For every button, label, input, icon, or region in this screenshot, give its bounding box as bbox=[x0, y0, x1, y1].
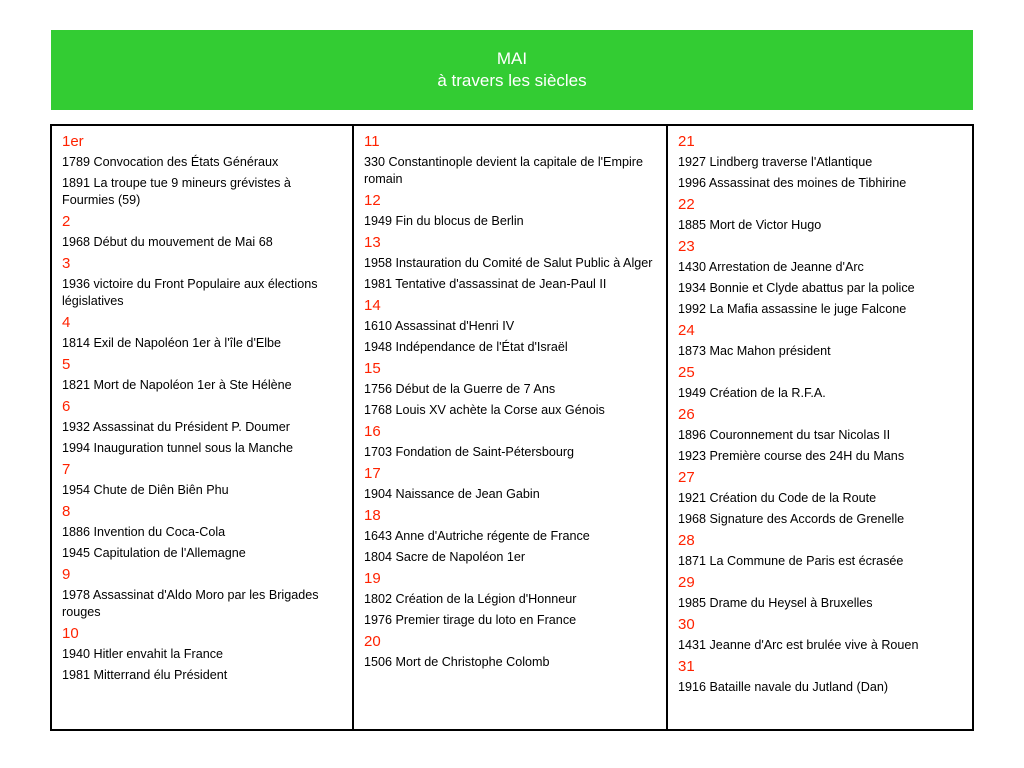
day-entry bbox=[364, 507, 658, 566]
day-number: 7 bbox=[62, 461, 71, 478]
day-number: 27 bbox=[678, 469, 695, 486]
day-entry bbox=[62, 356, 344, 394]
day-entry bbox=[364, 234, 658, 293]
event-item: 1873 Mac Mahon président bbox=[678, 344, 831, 358]
event-item: 1932 Assassinat du Président P. Doumer bbox=[62, 420, 290, 434]
day-entry bbox=[678, 469, 964, 528]
day-entry bbox=[678, 364, 964, 402]
event-item: 1923 Première course des 24H du Mans bbox=[678, 449, 905, 463]
day-entry bbox=[364, 465, 658, 503]
event-item: 1985 Drame du Heysel à Bruxelles bbox=[678, 596, 873, 610]
day-entry bbox=[364, 633, 658, 671]
day-number: 17 bbox=[364, 465, 381, 482]
table-column bbox=[666, 126, 972, 729]
day-number: 4 bbox=[62, 314, 71, 331]
day-entry bbox=[62, 566, 344, 621]
day-number: 14 bbox=[364, 297, 381, 314]
day-entry bbox=[364, 423, 658, 461]
table-column bbox=[352, 126, 666, 729]
day-number: 13 bbox=[364, 234, 381, 251]
day-entry bbox=[62, 461, 344, 499]
day-number: 31 bbox=[678, 658, 695, 675]
event-item: 1896 Couronnement du tsar Nicolas II bbox=[678, 428, 891, 442]
day-entry bbox=[364, 570, 658, 629]
page-title: MAI bbox=[496, 49, 528, 68]
day-entry bbox=[364, 360, 658, 419]
event-item: 1996 Assassinat des moines de Tibhirine bbox=[678, 176, 907, 190]
day-entry bbox=[364, 297, 658, 356]
page-subtitle: à travers les siècles bbox=[437, 71, 587, 90]
day-number: 2 bbox=[62, 213, 71, 230]
event-item: 1430 Arrestation de Jeanne d'Arc bbox=[678, 260, 864, 274]
day-number: 19 bbox=[364, 570, 381, 587]
day-number: 10 bbox=[62, 625, 79, 642]
day-entry bbox=[678, 574, 964, 612]
day-number: 1er bbox=[62, 133, 84, 150]
day-entry bbox=[678, 322, 964, 360]
event-item: 1814 Exil de Napoléon 1er à l'île d'Elbe bbox=[62, 336, 282, 350]
day-number: 30 bbox=[678, 616, 695, 633]
event-item: 1994 Inauguration tunnel sous la Manche bbox=[62, 441, 294, 455]
event-item: 1945 Capitulation de l'Allemagne bbox=[62, 546, 246, 560]
event-item: 1871 La Commune de Paris est écrasée bbox=[678, 554, 904, 568]
day-entry bbox=[678, 238, 964, 318]
event-item: 1968 Début du mouvement de Mai 68 bbox=[62, 235, 273, 249]
day-entry bbox=[62, 213, 344, 251]
event-item: 1886 Invention du Coca-Cola bbox=[62, 525, 226, 539]
day-entry bbox=[364, 192, 658, 230]
day-number: 25 bbox=[678, 364, 695, 381]
event-item: 1976 Premier tirage du loto en France bbox=[364, 613, 577, 627]
day-entry bbox=[62, 398, 344, 457]
event-item: 1904 Naissance de Jean Gabin bbox=[364, 487, 540, 501]
event-item: 1954 Chute de Diên Biên Phu bbox=[62, 483, 229, 497]
event-item: 1768 Louis XV achète la Corse aux Génois bbox=[364, 403, 605, 417]
event-item: 1610 Assassinat d'Henri IV bbox=[364, 319, 515, 333]
event-item: 330 Constantinople devient la capitale de l'Empire romain bbox=[364, 155, 643, 186]
day-entry bbox=[678, 616, 964, 654]
event-item: 1506 Mort de Christophe Colomb bbox=[364, 655, 550, 669]
event-item: 1802 Création de la Légion d'Honneur bbox=[364, 592, 577, 606]
event-item: 1703 Fondation de Saint-Pétersbourg bbox=[364, 445, 575, 459]
day-entry bbox=[62, 133, 344, 209]
day-entry bbox=[678, 196, 964, 234]
event-item: 1916 Bataille navale du Jutland (Dan) bbox=[678, 680, 889, 694]
day-entry bbox=[364, 133, 658, 188]
event-item: 1756 Début de la Guerre de 7 Ans bbox=[364, 382, 556, 396]
day-number: 9 bbox=[62, 566, 71, 583]
event-item: 1981 Tentative d'assassinat de Jean-Paul II bbox=[364, 277, 607, 291]
event-item: 1981 Mitterrand élu Président bbox=[62, 668, 228, 682]
event-item: 1992 La Mafia assassine le juge Falcone bbox=[678, 302, 907, 316]
day-entry bbox=[62, 503, 344, 562]
table-column bbox=[52, 126, 352, 729]
title-banner bbox=[51, 30, 973, 110]
event-item: 1643 Anne d'Autriche régente de France bbox=[364, 529, 590, 543]
day-entry bbox=[62, 255, 344, 310]
day-entry bbox=[678, 658, 964, 696]
event-item: 1978 Assassinat d'Aldo Moro par les Brigades rouges bbox=[62, 588, 319, 619]
day-number: 15 bbox=[364, 360, 381, 377]
day-entry bbox=[678, 133, 964, 192]
day-number: 29 bbox=[678, 574, 695, 591]
day-number: 11 bbox=[364, 133, 380, 150]
day-number: 22 bbox=[678, 196, 695, 213]
day-number: 26 bbox=[678, 406, 695, 423]
day-entry bbox=[678, 532, 964, 570]
day-number: 6 bbox=[62, 398, 71, 415]
event-item: 1968 Signature des Accords de Grenelle bbox=[678, 512, 905, 526]
day-entry bbox=[678, 406, 964, 465]
event-item: 1940 Hitler envahit la France bbox=[62, 647, 224, 661]
calendar-table bbox=[50, 124, 974, 731]
day-number: 21 bbox=[678, 133, 695, 150]
day-number: 28 bbox=[678, 532, 695, 549]
day-number: 8 bbox=[62, 503, 71, 520]
day-number: 5 bbox=[62, 356, 71, 373]
event-item: 1789 Convocation des États Généraux bbox=[62, 155, 279, 169]
event-item: 1934 Bonnie et Clyde abattus par la police bbox=[678, 281, 915, 295]
event-item: 1927 Lindberg traverse l'Atlantique bbox=[678, 155, 873, 169]
day-number: 20 bbox=[364, 633, 381, 650]
event-item: 1948 Indépendance de l'État d'Israël bbox=[364, 340, 568, 354]
event-item: 1958 Instauration du Comité de Salut Public à Alger bbox=[364, 256, 653, 270]
event-item: 1949 Fin du blocus de Berlin bbox=[364, 214, 524, 228]
event-item: 1885 Mort de Victor Hugo bbox=[678, 218, 822, 232]
day-number: 16 bbox=[364, 423, 381, 440]
event-item: 1949 Création de la R.F.A. bbox=[678, 386, 826, 400]
event-item: 1891 La troupe tue 9 mineurs grévistes à Fourmies (59) bbox=[62, 176, 291, 207]
event-item: 1821 Mort de Napoléon 1er à Ste Hélène bbox=[62, 378, 292, 392]
event-item: 1804 Sacre de Napoléon 1er bbox=[364, 550, 526, 564]
day-entry bbox=[62, 314, 344, 352]
day-number: 18 bbox=[364, 507, 381, 524]
day-number: 12 bbox=[364, 192, 381, 209]
day-number: 3 bbox=[62, 255, 71, 272]
day-entry bbox=[62, 625, 344, 684]
day-number: 24 bbox=[678, 322, 695, 339]
event-item: 1921 Création du Code de la Route bbox=[678, 491, 877, 505]
day-number: 23 bbox=[678, 238, 695, 255]
event-item: 1936 victoire du Front Populaire aux élections législatives bbox=[62, 277, 318, 308]
event-item: 1431 Jeanne d'Arc est brulée vive à Rouen bbox=[678, 638, 919, 652]
